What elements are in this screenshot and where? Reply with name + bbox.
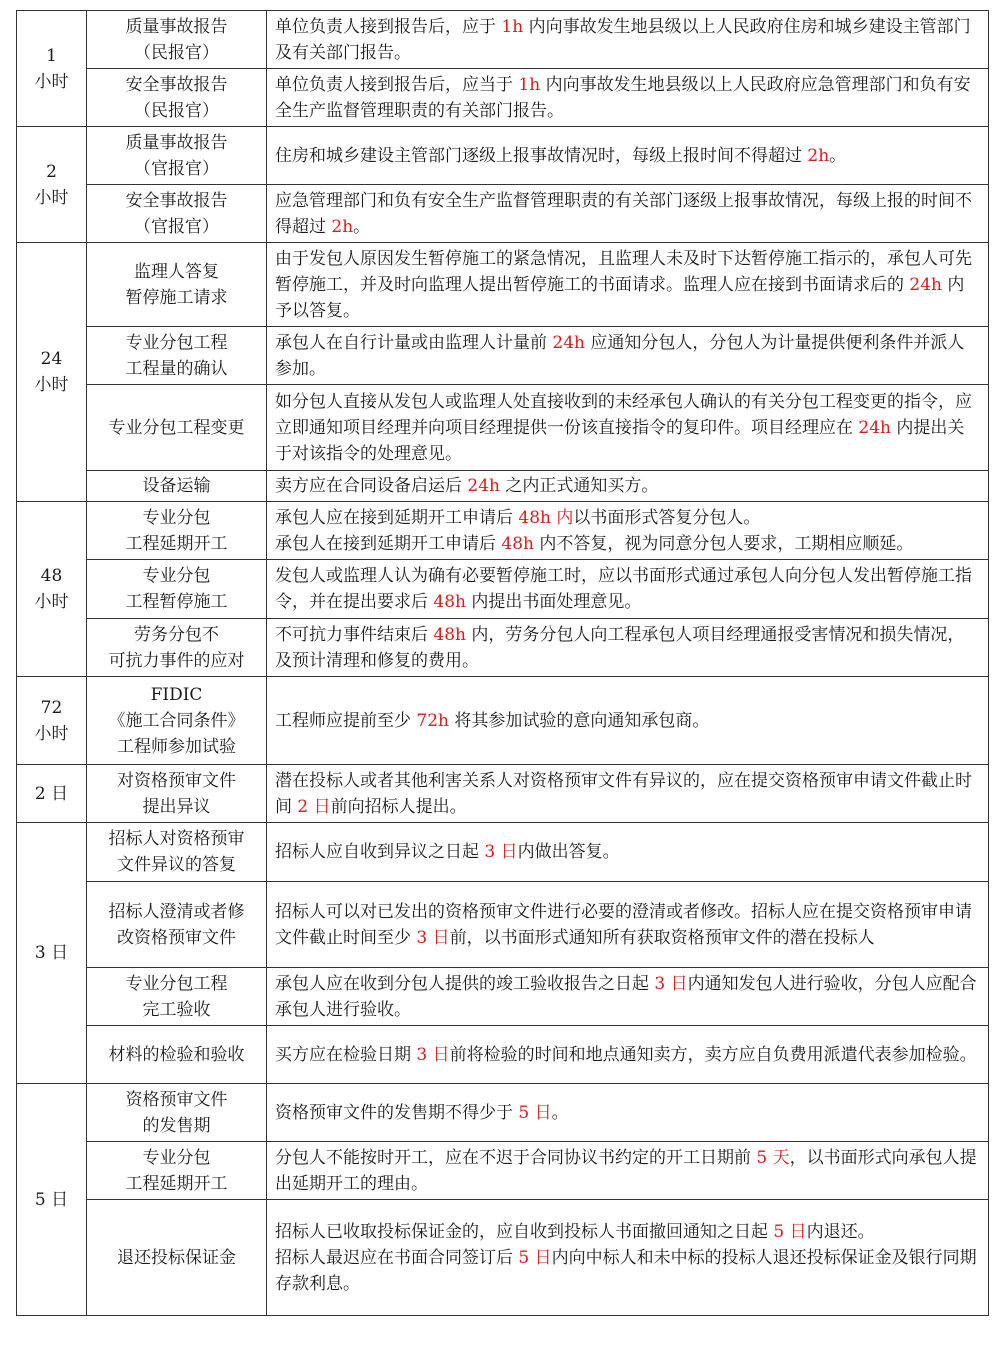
rule-text: 内通知发包人进行验收，分包人应配合承包人进行验收。 [275, 973, 977, 1020]
item-cell [87, 560, 267, 619]
item-label: （民报官） [134, 100, 219, 121]
rule-text: 潜在投标人或者其他利害关系人对资格预审文件有异议的，应在提交资格预审申请文件截止时间 [275, 770, 972, 817]
deadline-highlight: 24h [858, 417, 891, 438]
item-cell [87, 1084, 267, 1142]
time-limit-cell [17, 11, 87, 127]
deadline-highlight: 1h [518, 74, 541, 95]
rule-text: 将其参加试验的意向通知承包商。 [449, 710, 710, 731]
rule-text: 内提出关于对该指令的处理意见。 [275, 417, 965, 464]
item-cell [87, 127, 267, 185]
item-label: 暂停施工请求 [125, 287, 228, 308]
item-cell [87, 619, 267, 677]
time-limit-label: 小时 [34, 375, 69, 395]
item-label: 完工验收 [142, 999, 211, 1020]
table-row [17, 185, 989, 243]
rule-text: 承包人应在收到分包人提供的竣工验收报告之日起 [275, 973, 655, 994]
rule-text: 不可抗力事件结束后 [275, 624, 434, 645]
rule-text: 招标人最迟应在书面合同签订后 [275, 1247, 519, 1268]
item-label: 质量事故报告 [125, 16, 228, 37]
rule-content-cell [267, 502, 989, 560]
item-cell [87, 1200, 267, 1316]
rule-text: 单位负责人接到报告后，应当于 [275, 74, 519, 95]
rule-text: 如分包人直接从发包人或监理人处直接收到的未经承包人确认的有关分包工程变更的指令，应立即通知项目经理并向项目经理提供一份该直接指令的复印件。项目经理应在 [275, 391, 972, 438]
item-cell [87, 502, 267, 560]
item-cell [87, 185, 267, 243]
table-row [17, 11, 989, 69]
rule-content-cell [267, 1142, 989, 1200]
item-cell [87, 968, 267, 1026]
rule-content-cell [267, 1200, 989, 1316]
rule-content-cell [267, 471, 989, 502]
item-cell [87, 471, 267, 502]
rule-text: 分包人不能按时开工，应在不迟于合同协议书约定的开工日期前 [275, 1147, 757, 1168]
time-limit-cell [17, 502, 87, 677]
time-limit-label: 2 日 [34, 783, 69, 804]
item-label: 招标人对资格预审 [108, 829, 245, 849]
deadline-highlight: 72h [416, 710, 449, 731]
item-label: 退还投标保证金 [117, 1247, 236, 1268]
deadline-highlight: 24h [552, 332, 585, 353]
deadline-highlight: 24h [909, 274, 942, 295]
rule-content-cell [267, 185, 989, 243]
deadline-highlight: 5 日 [518, 1102, 552, 1123]
time-limit-cell [17, 765, 87, 823]
item-cell [87, 327, 267, 385]
item-label: （民报官） [134, 42, 219, 63]
time-limit-label: 72 [40, 697, 63, 718]
time-limit-label: 2 [46, 161, 57, 182]
item-cell [87, 765, 267, 823]
table-row [17, 560, 989, 619]
rule-text: 以书面形式答复分包人。 [573, 507, 761, 528]
time-limit-label: 小时 [34, 187, 69, 208]
item-label: FIDIC [150, 684, 203, 705]
rule-content-cell [267, 560, 989, 619]
deadline-highlight: 2h [807, 145, 830, 166]
rule-text: 住房和城乡建设主管部门逐级上报事故情况时，每级上报时间不得超过 [275, 145, 808, 166]
rule-text: 卖方应在合同设备启运后 [275, 476, 468, 496]
item-cell [87, 1142, 267, 1200]
item-label: 对资格预审文件 [117, 770, 236, 791]
rule-text: ，以书面形式向承包人提出延期开工的理由。 [275, 1147, 977, 1194]
item-label: 工程量的确认 [125, 358, 228, 379]
item-label: 《施工合同条件》 [108, 710, 245, 731]
time-limit-cell [17, 243, 87, 502]
deadline-highlight: 3 日 [416, 927, 450, 948]
rule-text: 招标人可以对已发出的资格预审文件进行必要的澄清或者修改。招标人应在提交资格预审申请文件截止时间至少 [275, 901, 972, 948]
deadline-highlight: 48h [433, 624, 466, 645]
deadline-highlight: 2h [331, 216, 354, 237]
rule-text: 承包人在自行计量或由监理人计量前 [275, 332, 553, 353]
table-row [17, 127, 989, 185]
rule-text: 内提出书面处理意见。 [466, 592, 642, 612]
time-limit-label: 5 日 [34, 1189, 69, 1210]
item-label: 工程暂停施工 [125, 592, 228, 612]
time-limit-cell [17, 1084, 87, 1316]
rule-text: 内予以答复。 [275, 274, 965, 321]
item-label: 专业分包 [142, 507, 211, 528]
item-label: 材料的检验和验收 [108, 1044, 245, 1065]
item-cell [87, 677, 267, 765]
time-limits-table [16, 10, 989, 1316]
rule-content-cell [267, 69, 989, 127]
rule-text: 内做出答复。 [517, 842, 620, 862]
time-limit-label: 1 [46, 45, 57, 66]
rule-text: 。 [353, 216, 371, 237]
rule-content-cell [267, 243, 989, 327]
rule-text: 内不答复，视为同意分包人要求，工期相应顺延。 [534, 533, 914, 554]
item-cell [87, 823, 267, 882]
item-label: 文件异议的答复 [117, 855, 236, 875]
table-row [17, 1200, 989, 1316]
rule-content-cell [267, 677, 989, 765]
table-row [17, 1026, 989, 1084]
table-row [17, 502, 989, 560]
rule-text: 工程师应提前至少 [275, 710, 417, 731]
item-cell [87, 69, 267, 127]
deadline-highlight: 2 日 [297, 796, 331, 817]
rule-text: 资格预审文件的发售期不得少于 [275, 1102, 519, 1123]
deadline-highlight: 48h 内 [518, 507, 574, 528]
table-row [17, 882, 989, 968]
rule-text: 。 [829, 145, 847, 166]
rule-text: 内向事故发生地县级以上人民政府住房和城乡建设主管部门及有关部门报告。 [275, 16, 971, 63]
item-label: 工程延期开工 [125, 1173, 228, 1194]
time-limit-cell [17, 127, 87, 243]
rule-text: 应通知分包人，分包人为计量提供便利条件并派人参加。 [275, 332, 965, 379]
table-row [17, 823, 989, 882]
deadline-highlight: 3 日 [416, 1044, 450, 1065]
rule-content-cell [267, 127, 989, 185]
item-cell [87, 11, 267, 69]
rule-content-cell [267, 385, 989, 471]
table-row [17, 1142, 989, 1200]
rule-text: 单位负责人接到报告后，应于 [275, 16, 502, 37]
deadline-highlight: 5 天 [756, 1147, 790, 1168]
deadline-highlight: 1h [501, 16, 524, 37]
time-limit-label: 小时 [34, 723, 69, 744]
time-limit-label: 24 [40, 349, 63, 369]
deadline-highlight: 5 日 [773, 1221, 807, 1242]
item-label: 监理人答复 [134, 261, 219, 282]
rule-text: 内，劳务分包人向工程承包人项目经理通报受害情况和损失情况，及预计清理和修复的费用。 [275, 624, 965, 671]
item-label: 安全事故报告 [125, 74, 228, 95]
time-limit-label: 3 日 [34, 943, 69, 963]
deadline-highlight: 48h [433, 592, 466, 612]
deadline-highlight: 48h [501, 533, 534, 554]
table-row [17, 677, 989, 765]
deadline-highlight: 3 日 [654, 973, 688, 994]
item-label: 工程延期开工 [125, 533, 228, 554]
item-label: 提出异议 [142, 796, 211, 817]
time-limit-cell [17, 823, 87, 1084]
time-limit-label: 小时 [34, 71, 69, 92]
table-row [17, 968, 989, 1026]
item-label: 改资格预审文件 [117, 927, 236, 948]
rule-content-cell [267, 823, 989, 882]
rule-text: 内退还。 [806, 1221, 875, 1242]
deadline-highlight: 3 日 [484, 842, 518, 862]
table-row [17, 385, 989, 471]
rule-text: 招标人应自收到异议之日起 [275, 842, 485, 862]
item-label: 专业分包 [142, 1147, 211, 1168]
table-row [17, 765, 989, 823]
item-label: 质量事故报告 [125, 132, 228, 153]
rule-content-cell [267, 968, 989, 1026]
rule-text: 前将检验的时间和地点通知卖方，卖方应自负费用派遣代表参加检验。 [449, 1044, 977, 1065]
item-label: 安全事故报告 [125, 190, 228, 211]
rule-text: 之内正式通知买方。 [500, 476, 659, 496]
item-label: （官报官） [134, 216, 219, 237]
item-label: 资格预审文件 [125, 1089, 228, 1110]
table-row [17, 327, 989, 385]
rule-text: 前，以书面形式通知所有获取资格预审文件的潜在投标人 [449, 927, 875, 948]
rule-text: 内向中标人和未中标的投标人退还投标保证金及银行同期存款利息。 [275, 1247, 977, 1294]
rule-content-cell [267, 327, 989, 385]
item-label: 专业分包工程变更 [108, 417, 245, 438]
time-limit-label: 48 [40, 566, 63, 586]
item-label: 的发售期 [142, 1115, 211, 1136]
rule-text: 招标人已收取投标保证金的，应自收到投标人书面撤回通知之日起 [275, 1221, 774, 1242]
rule-text: 内向事故发生地县级以上人民政府应急管理部门和负有安全生产监督管理职责的有关部门报告。 [275, 74, 971, 121]
item-label: 专业分包工程 [125, 973, 228, 994]
time-limit-label: 小时 [34, 592, 69, 612]
rule-content-cell [267, 1026, 989, 1084]
item-label: 可抗力事件的应对 [108, 650, 245, 671]
rule-text: 承包人在接到延期开工申请后 [275, 533, 502, 554]
item-cell [87, 385, 267, 471]
deadline-highlight: 5 日 [518, 1247, 552, 1268]
table-row [17, 243, 989, 327]
table-row [17, 619, 989, 677]
deadline-highlight: 24h [467, 476, 500, 496]
item-cell [87, 882, 267, 968]
rule-text: 由于发包人原因发生暂停施工的紧急情况，且监理人未及时下达暂停施工指示的，承包人可先暂停施工，并及时向监理人提出暂停施工的书面请求。监理人应在接到书面请求后的 [275, 248, 972, 295]
rule-text: 前向招标人提出。 [330, 796, 467, 817]
item-label: 招标人澄清或者修 [108, 901, 245, 922]
table-body [17, 11, 989, 1316]
rule-content-cell [267, 11, 989, 69]
table-row [17, 1084, 989, 1142]
rule-content-cell [267, 1084, 989, 1142]
rule-text: 应急管理部门和负有安全生产监督管理职责的有关部门逐级上报事故情况，每级上报的时间不得超过 [275, 190, 972, 237]
item-label: 工程师参加试验 [117, 736, 236, 757]
item-label: 劳务分包不 [134, 624, 219, 645]
table-row [17, 471, 989, 502]
item-cell [87, 1026, 267, 1084]
time-limit-cell [17, 677, 87, 765]
item-label: （官报官） [134, 158, 219, 179]
rule-text: 。 [551, 1102, 569, 1123]
item-cell [87, 243, 267, 327]
item-label: 专业分包 [142, 566, 211, 586]
table-row [17, 69, 989, 127]
item-label: 设备运输 [142, 476, 211, 496]
rule-content-cell [267, 882, 989, 968]
rule-text: 买方应在检验日期 [275, 1044, 417, 1065]
item-label: 专业分包工程 [125, 332, 228, 353]
rule-text: 发包人或监理人认为确有必要暂停施工时，应以书面形式通过承包人向分包人发出暂停施工指令，并在提出要求后 [275, 566, 972, 612]
rule-content-cell [267, 765, 989, 823]
rule-content-cell [267, 619, 989, 677]
rule-text: 承包人应在接到延期开工申请后 [275, 507, 519, 528]
